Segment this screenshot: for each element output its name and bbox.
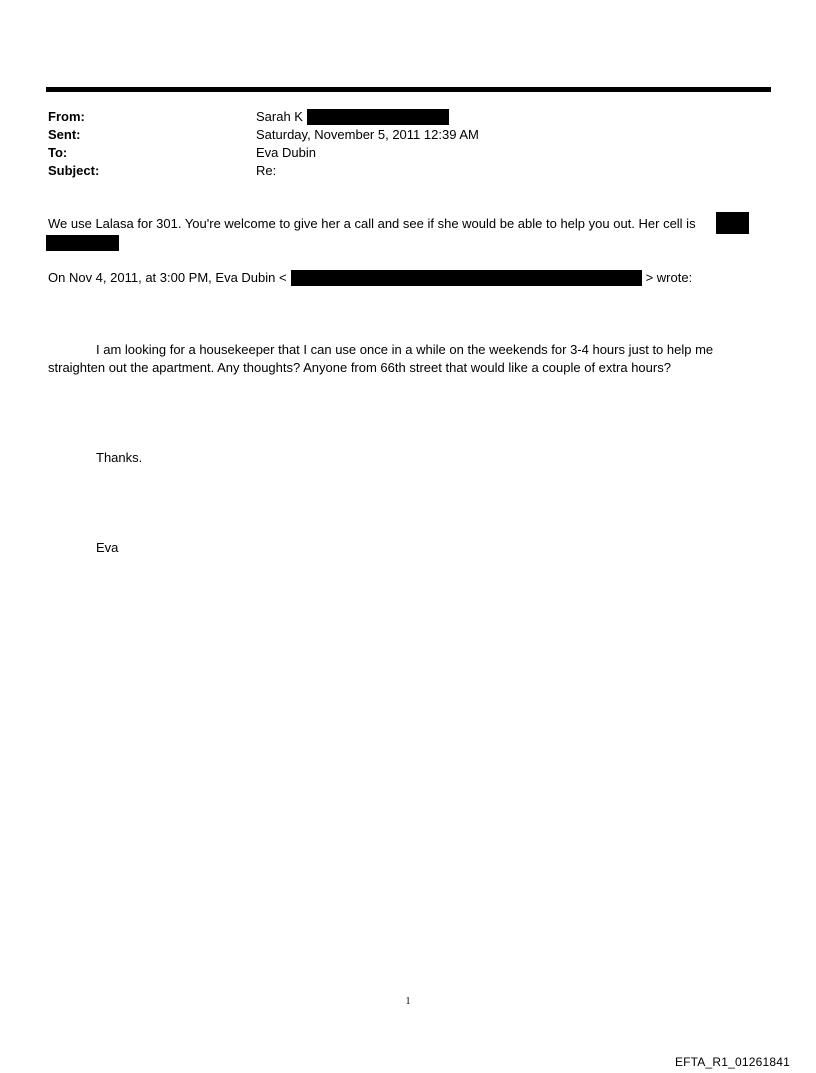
header-divider <box>46 87 771 92</box>
document-id: EFTA_R1_01261841 <box>674 1055 790 1069</box>
sent-value: Saturday, November 5, 2011 12:39 AM <box>256 127 479 142</box>
redaction-email-address <box>291 270 642 286</box>
quote-intro-before: On Nov 4, 2011, at 3:00 PM, Eva Dubin < <box>48 270 287 285</box>
sent-label: Sent: <box>48 127 81 142</box>
redaction-cell-number <box>716 212 749 234</box>
quoted-signature: Eva <box>96 540 119 555</box>
redaction-cell-number-continued <box>46 235 119 251</box>
from-value <box>256 108 449 126</box>
quote-intro-after: > wrote: <box>645 270 693 285</box>
subject-label: Subject: <box>48 163 100 178</box>
subject-value: Re: <box>256 163 277 178</box>
to-label: To: <box>48 145 68 160</box>
page-number: 1 <box>405 996 411 1007</box>
quote-intro <box>48 269 692 287</box>
quoted-message: I am looking for a housekeeper that I can use once in a while on the weekends for 3-4 hours just to help me straighten out the apartment. Any thoughts? Anyone from 66th street that would like a couple of extra hours? <box>48 342 714 375</box>
sender-name: Sarah K <box>256 109 303 124</box>
quoted-thanks: Thanks. <box>96 450 143 465</box>
to-value: Eva Dubin <box>256 145 316 160</box>
reply-text: We use Lalasa for 301. You're welcome to give her a call and see if she would be able to help you out. Her cell is <box>48 216 696 231</box>
from-label: From: <box>48 109 85 124</box>
redaction-sender-address <box>307 109 449 125</box>
